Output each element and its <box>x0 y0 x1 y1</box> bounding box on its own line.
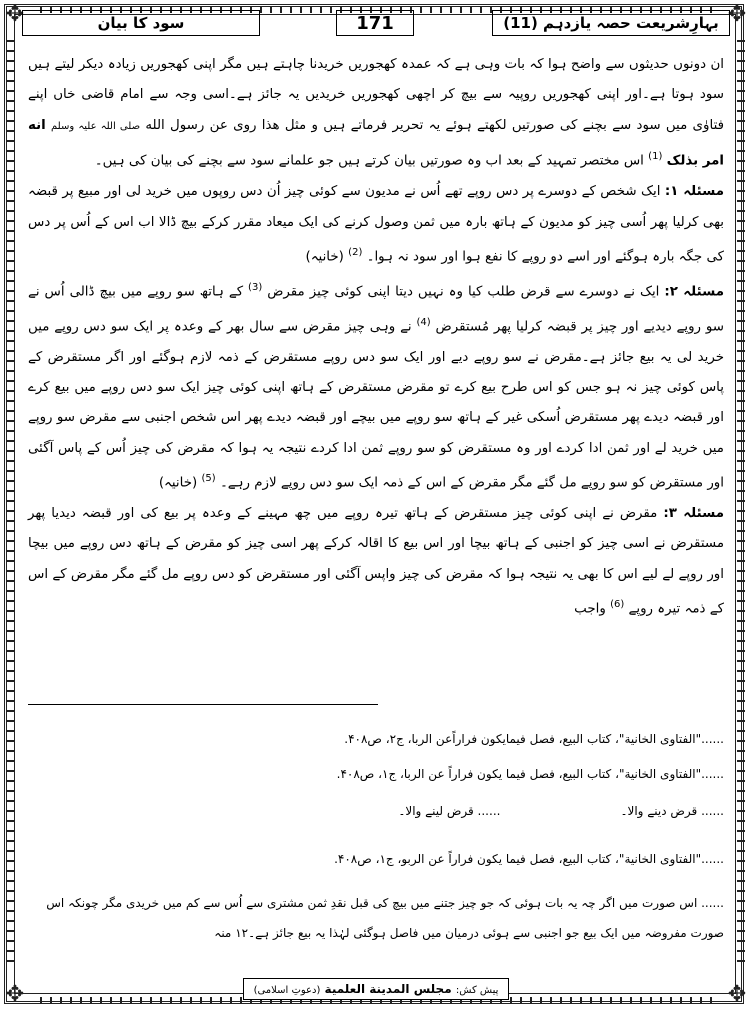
footnote-ref: (3) <box>248 281 263 293</box>
masala-2: مسئلہ ۲: ایک نے دوسرے سے قرض طلب کیا وہ نہیں دیتا اپنی کوئی چیز مقرض $^{(3)}$ کے ہاتھ سو روپے میں بیچ ڈالی اُس نے سو روپے دیدیے اور چیز پر قبضہ کرلیا پھر مُستقرض $^{(4)}$ نے وہی چیز مقرض سے سال بھر کے وعدہ پر ایک سو دس روپے میں خرید لی یہ بیع جائز ہے۔مقرض نے سو روپے دیے اور ایک سو دس روپے مستقرض کے ذمہ لازم ہوگئے اور اگر مستقرض کے پاس کوئی چیز نہ ہو جس کو اس طرح بیع کرے تو مقرض مستقرض کے ہاتھ اپنی کوئی چیز ایک سو دس روپے میں بیع کرے اور قبضہ دیدے پھر مستقرض اُسکی غیر کے ہاتھ سو روپے میں بیچے اور قبضہ دیدے پھر اس شخص اجنبی سے مقرض سو روپے میں خرید لے اور ثمن ادا کردے اور وہ مستقرض کو سو روپے ثمن ادا کردے نتیجہ یہ ہوا کہ مقرض کی چیز اُس کے پاس آگئی اور مستقرض کو سو روپے مل گئے مگر مقرض کے اس کے ذمہ ایک سو دس روپے لازم رہے۔ $^{(5)}$ (خانیہ) <box>28 281 724 491</box>
footnote-5: ......"الفتاوی الخانیة"، کتاب البیع، فصل فیما یکون فراراً عن الربو، ج۱، ص۴۰۸. <box>334 852 724 866</box>
masala-1: مسئلہ ۱: ایک شخص کے دوسرے پر دس روپے تھے اُس نے مدیون سے کوئی چیز اُن دس روپوں میں خرید لی اور مبیع پر قبضہ بھی کرلیا پھر اُسی چیز کو مدیون کے ہاتھ بارہ میں ثمن وصول کرنے کی ایک میعاد مقرر کرکے بیچ ڈالا اب اس کے اُس پر دس کی جگہ بارہ ہوگئے اور اسے دو روپے کا نفع ہوا اور سود نہ ہوا۔ $^{(2)}$ (خانیہ) <box>28 184 725 265</box>
publisher-name: مجلس المدینة العلمیة <box>324 982 452 996</box>
main-text <box>28 50 724 625</box>
footnote-ref: (1) <box>648 151 663 163</box>
book-title: بہارِشریعت حصہ یازدہم (11) <box>492 10 730 36</box>
footnote-ref: (4) <box>416 316 431 328</box>
corner-ornament-icon: ✥ <box>5 2 25 27</box>
footnote-separator <box>28 704 378 705</box>
masala-3: مسئلہ ۳: مقرض نے اپنی کوئی چیز مستقرض کے ہاتھ تیرہ روپے میں چھ مہینے کے وعدہ پر بیع کی اور قبضہ دیدیا پھر مستقرض نے اسی چیز کو اجنبی کے ہاتھ بیچا اور اس بیع کا اقالہ کرکے پھر اسی چیز کو مقرض کے ہاتھ دس روپے میں بیچا اور روپے لے لیے اس کا بھی یہ نتیجہ ہوا کہ مقرض کی چیز واپس آگئی اور مستقرض کو دس روپے مل گئے مگر مقرض کے اس کے ذمہ تیرہ روپے $^{(6)}$ واجب <box>28 506 724 617</box>
footnote-ref: (6) <box>610 599 625 611</box>
page-number: 171 <box>336 10 414 36</box>
corner-ornament-icon: ✥ <box>727 2 747 27</box>
border-ornament-right <box>737 40 745 970</box>
publisher-box <box>243 978 510 1000</box>
page-header <box>22 10 730 38</box>
masala-heading: مسئلہ ۲: <box>664 284 724 300</box>
footnote-6: ...... اس صورت میں اگر چہ یہ بات ہوئی کہ جو چیز جتنے میں بیچ کی قبل نقدِ ثمن مشتری سے اُس سے کم میں خریدی مگر چونکہ اس صورت مفروضہ میں ایک بیع جو اجنبی سے ہوئی درمیان میں فاصل ہوگئی لہٰذا یہ بیع جائز ہے۔۱۲ منہ <box>46 896 724 940</box>
corner-ornament-icon: ✥ <box>5 982 25 1007</box>
border-ornament-left <box>7 40 15 970</box>
salutation: صلی اللہ علیہ وسلم <box>51 120 141 132</box>
footer-prefix: پیش کش: <box>455 985 499 996</box>
footnote-ref: (2) <box>348 246 363 258</box>
masala-heading: مسئلہ ۳: <box>663 506 724 522</box>
footnote-3: ...... قرض دینے والا۔ <box>620 804 724 818</box>
footnote-1: ......"الفتاوی الخانیة"، کتاب البیع، فصل فیمایکون فراراًعن الربا، ج۲، ص۴۰۸. <box>344 732 724 746</box>
footnote-row-3-4 <box>28 804 724 819</box>
footnote-2: ......"الفتاوی الخانیة"، کتاب البیع، فصل فیما یکون فراراً عن الربا، ج۱، ص۴۰۸. <box>336 767 724 781</box>
corner-ornament-icon: ✥ <box>727 982 747 1007</box>
masala-heading: مسئلہ ۱: <box>664 184 725 200</box>
page-footer <box>0 978 752 1000</box>
arabic-quote: انه امر بذلک <box>28 117 724 169</box>
chapter-title: سود کا بیان <box>22 10 260 36</box>
footnote-4: ...... قرض لینے والا۔ <box>398 804 501 818</box>
footer-suffix: (دعوتِ اسلامی) <box>253 985 321 996</box>
footnote-ref: (5) <box>201 473 216 485</box>
paragraph-intro: ان دونوں حدیثوں سے واضح ہوا کہ بات وہی ہے کہ عمدہ کھجوریں خریدنا چاہتے ہیں مگر اپنی کھجوریں زیادہ دیکر لیتے ہیں سود ہوتا ہے۔اور اپنی کھجوریں روپیہ سے بیچ کر اچھی کھجوریں خریدیں یہ جائز ہے۔اسی وجہ سے امام قاضی خاں اپنے فتاوٰی میں سود سے بچنے کی صورتیں لکھتے ہوئے یہ تحریر فرماتے ہیں و مثل هذا روی عن رسول الله صلی اللہ علیہ وسلم انه امر بذلک $^{(1)}$ اس مختصر تمہید کے بعد اب وہ صورتیں بیان کرتے ہیں جو علمانے سود سے بچنے کی بیان کی ہیں۔ <box>28 57 725 169</box>
